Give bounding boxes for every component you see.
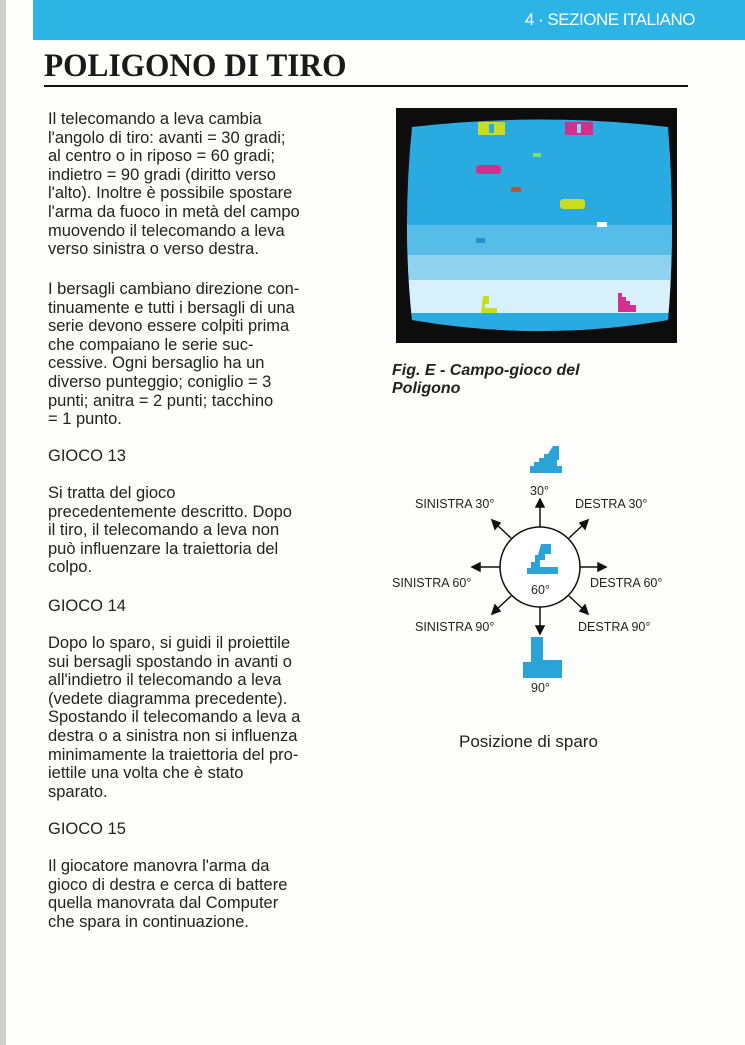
text-line: verso sinistra o verso destra. (48, 240, 259, 259)
game-screen-figure (396, 108, 677, 343)
text-line: che spara in continuazione. (48, 912, 249, 931)
text-line: quella manovrata dal Computer (48, 894, 279, 913)
text-line: all'indietro il telecomando a leva (48, 671, 282, 690)
text-line: indietro = 90 gradi (diritto verso (48, 165, 276, 184)
page-title: POLIGONO DI TIRO (44, 48, 347, 84)
text-line: iettile una volta che è stato (48, 764, 244, 783)
figure-caption (392, 362, 580, 398)
gun-30-icon (530, 446, 562, 473)
text-line: sui bersagli spostando in avanti o (48, 652, 292, 671)
caption-line: Fig. E - Campo-gioco del (392, 362, 580, 379)
text-line: GIOCO 15 (48, 820, 126, 838)
text-line: l'angolo di tiro: avanti = 30 gradi; (48, 128, 286, 147)
label-destra-90: DESTRA 90° (578, 620, 651, 634)
label-sinistra-30: SINISTRA 30° (415, 497, 495, 511)
text-line: tinuamente e tutti i bersagli di una (48, 298, 295, 317)
text-line: sparato. (48, 782, 108, 801)
text-line: serie devono essere colpiti prima (48, 317, 290, 336)
text-line: muovendo il telecomando a leva (48, 221, 285, 240)
gun-90-icon (523, 637, 562, 678)
label-60: 60° (531, 583, 550, 597)
text-line: diverso punteggio; coniglio = 3 (48, 372, 272, 391)
text-line: destra o a sinistra non si influenza (48, 726, 298, 745)
text-line: Il telecomando a leva cambia (48, 110, 262, 128)
text-line: punti; anitra = 2 punti; tacchino (48, 391, 274, 410)
text-line: gioco di destra e cerca di battere (48, 875, 288, 894)
text-line: = 1 punto. (48, 410, 122, 429)
text-line: minimamente la traiettoria del pro- (48, 745, 299, 764)
text-line: Dopo lo sparo, si guidi il proiettile (48, 634, 291, 652)
text-line: Il giocatore manovra l'arma da (48, 857, 270, 875)
text-line: che compaiano le serie suc- (48, 335, 254, 354)
text-line: GIOCO 14 (48, 597, 126, 615)
text-line: al centro o in riposo = 60 gradi; (48, 147, 276, 166)
caption-line: Poligono (392, 380, 461, 397)
text-line: Si tratta del gioco (48, 484, 176, 502)
text-line: il tiro, il telecomando a leva non (48, 521, 280, 540)
text-line: l'alto). Inoltre è possibile spostare (48, 184, 293, 203)
text-line: colpo. (48, 558, 93, 577)
text-line: (vedete diagramma precedente). (48, 689, 288, 708)
label-90: 90° (531, 681, 550, 695)
section-label: 4 · SEZIONE ITALIANO (524, 10, 695, 29)
label-sinistra-60: SINISTRA 60° (392, 576, 472, 590)
text-line: Spostando il telecomando a leva a (48, 708, 301, 727)
text-line: precedentemente descritto. Dopo (48, 502, 292, 521)
label-destra-30: DESTRA 30° (575, 497, 648, 511)
text-line: GIOCO 13 (48, 447, 126, 465)
label-sinistra-90: SINISTRA 90° (415, 620, 495, 634)
diagram-caption: Posizione di sparo (459, 732, 598, 751)
text-line: l'arma da fuoco in metà del campo (48, 202, 300, 221)
label-destra-60: DESTRA 60° (590, 576, 663, 590)
text-line: può influenzare la traiettoria del (48, 539, 279, 558)
text-line: I bersagli cambiano direzione con- (48, 280, 300, 298)
text-line: cessive. Ogni bersaglio ha un (48, 354, 265, 373)
label-30: 30° (530, 484, 549, 498)
